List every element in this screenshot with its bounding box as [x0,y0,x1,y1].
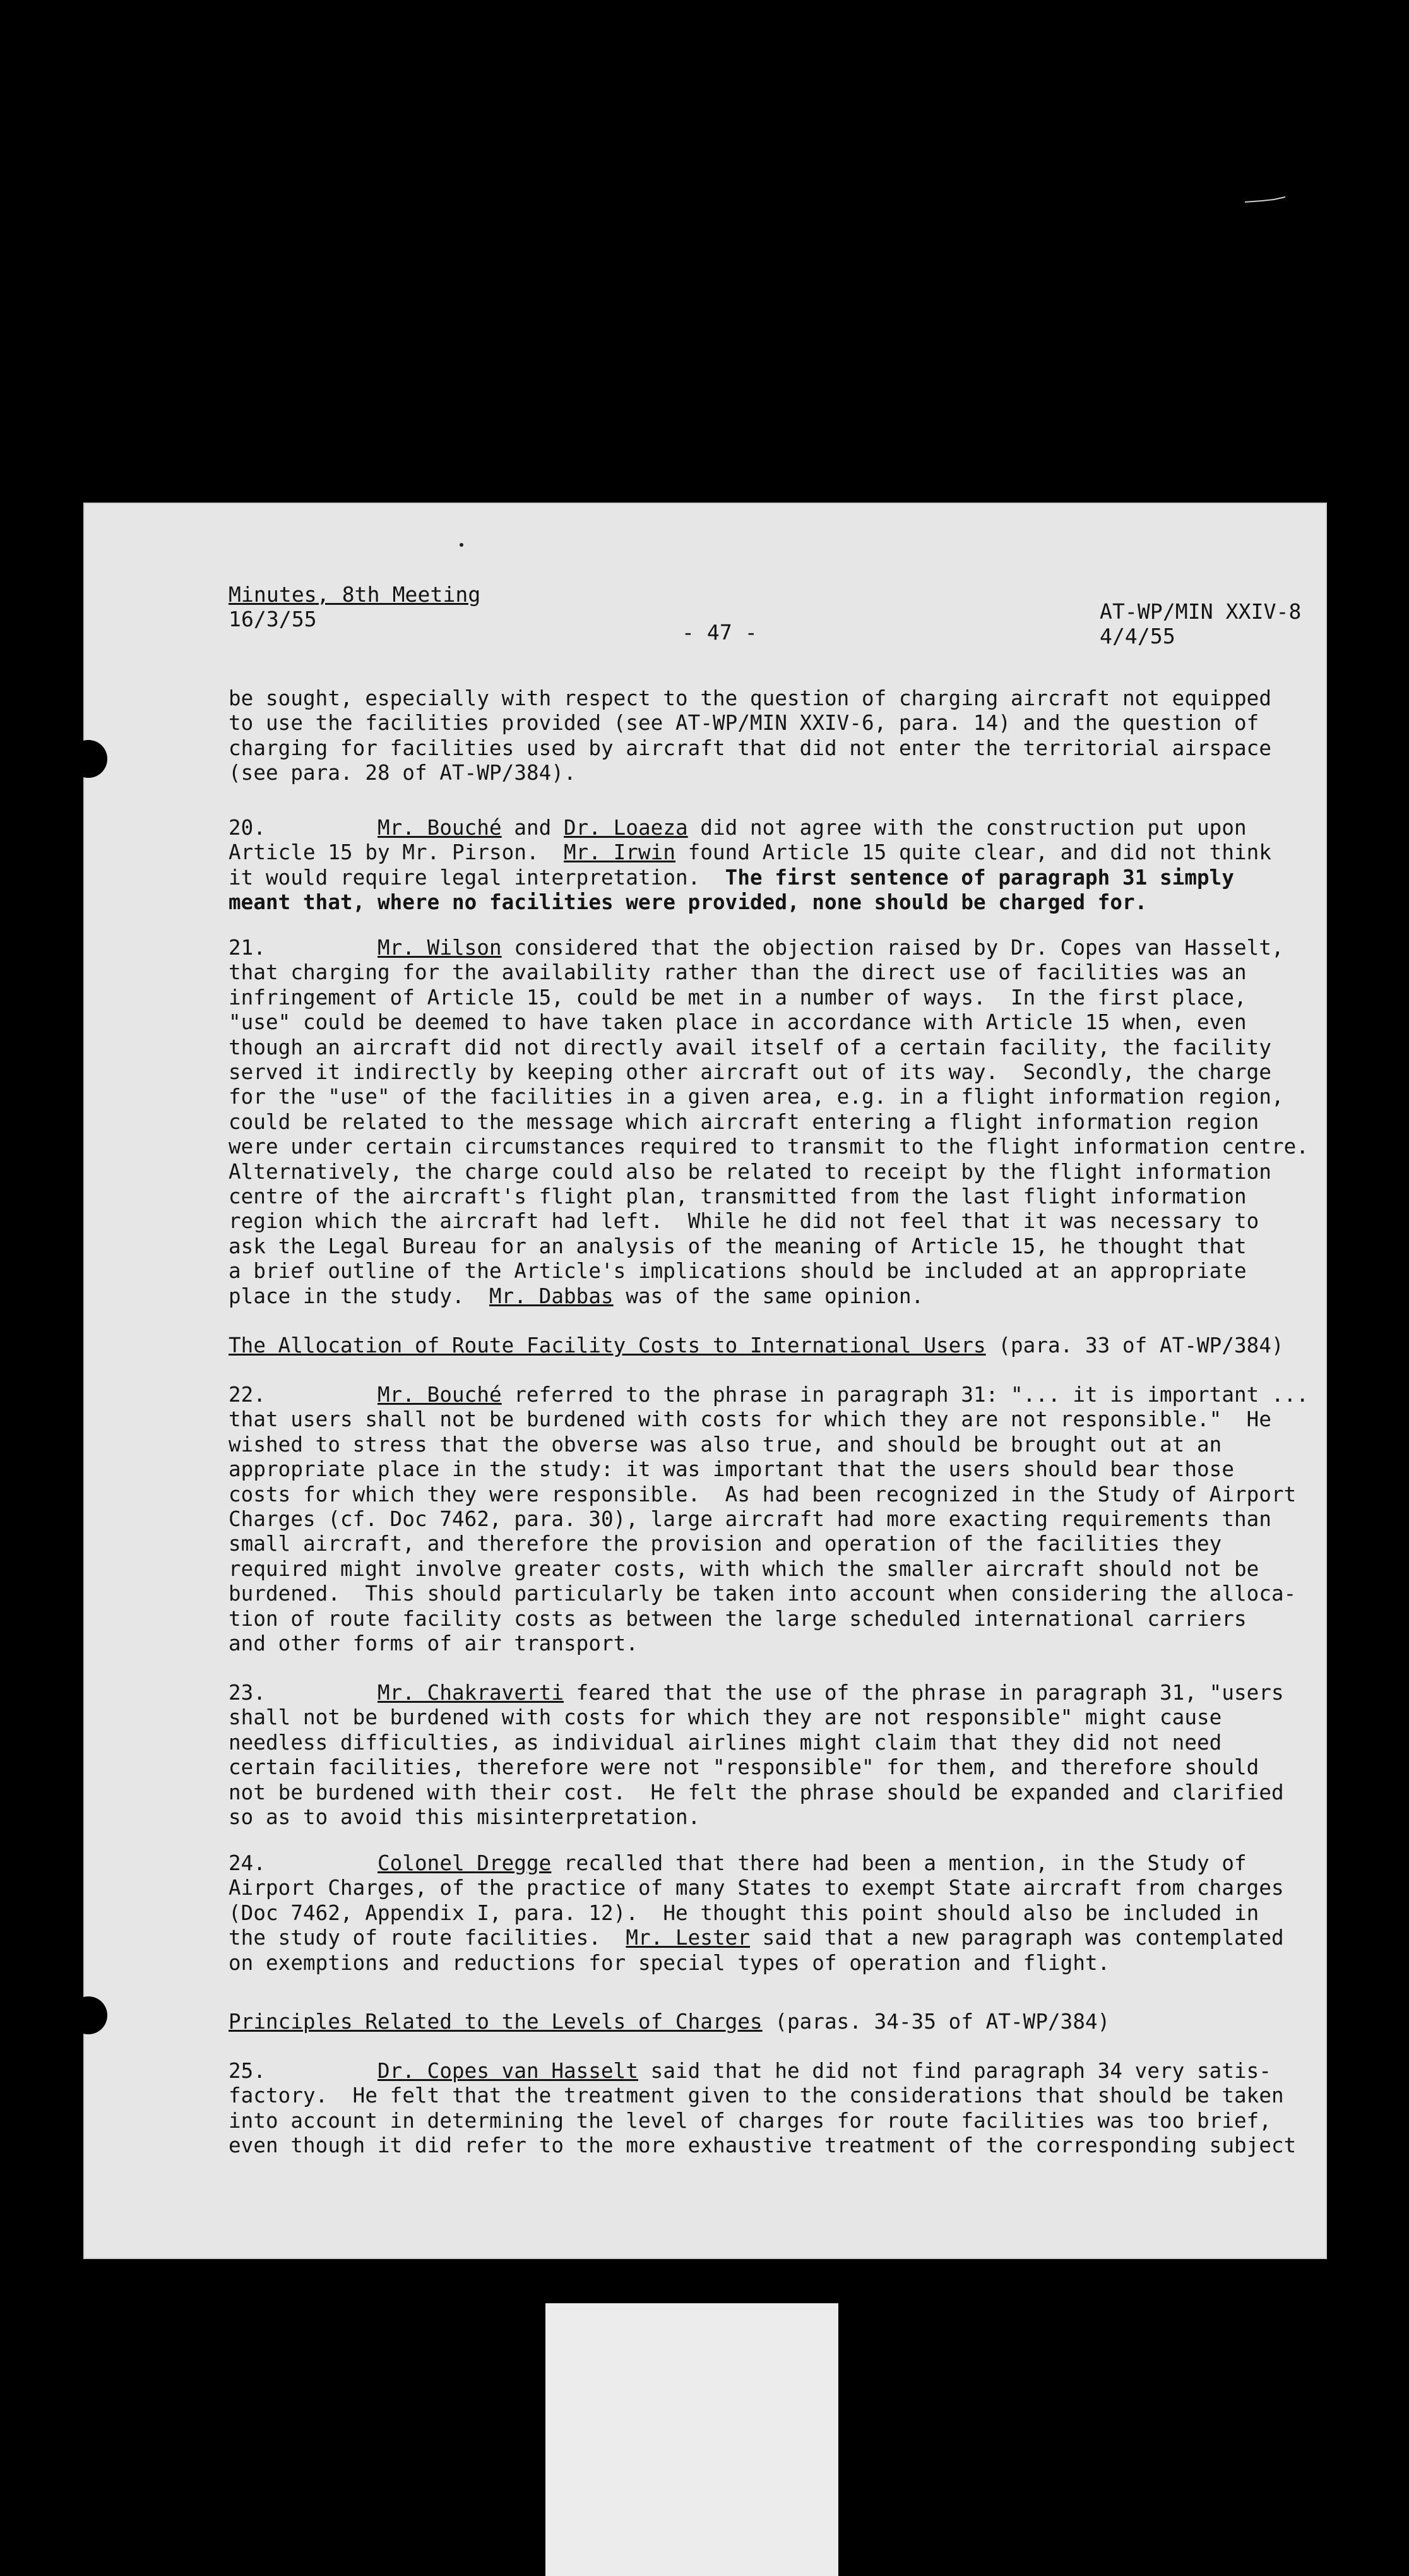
text-line [229,1333,1314,1358]
speaker-name: Mr. Lester [626,1926,751,1950]
text-line: so as to avoid this misinterpretation. [229,1805,701,1830]
text-line: on exemptions and reductions for special types of operation and flight. [229,1950,1110,1975]
document-page [83,503,1327,2259]
speaker-name: Dr. Loaeza [564,816,688,840]
speaker-name: Dr. Copes van Hasselt [378,2059,638,2083]
speaker-name: Mr. Bouché [378,1383,502,1407]
paragraph-20 [229,816,1314,915]
punch-hole-top [69,740,107,778]
speaker-name: Mr. Bouché [378,816,502,840]
text-line: Article 15 by Mr. Pirson. Mr. Irwin found Article 15 quite clear, and did not think [229,840,1271,865]
text-line: into account in determining the level of charges for route facilities was too brief, [229,2108,1271,2133]
text-line: (Doc 7462, Appendix I, para. 12). He thought this point should also be included in [229,1900,1259,1925]
text-line: 24. Colonel Dregge recalled that there had been a mention, in the Study of [229,1851,1247,1875]
text-line: Alternatively, the charge could also be related to receipt by the flight information [229,1159,1271,1184]
paragraph-21 [229,936,1314,1309]
text-line [229,2010,1314,2034]
paragraph-23 [229,1681,1314,1830]
text-line: charging for facilities used by aircraft that did not enter the territorial airspace [229,736,1271,760]
bold-insert: The first sentence of paragraph 31 simply [725,865,1235,890]
text-line: served it indirectly by keeping other aircraft out of its way. Secondly, the charge [229,1060,1271,1085]
document-reference: AT-WP/MIN XXIV-8 [1100,599,1302,624]
scan-artifact-mark [1244,196,1288,205]
text-line: and other forms of air transport. [229,1631,638,1656]
paragraph-number: 25. [229,2059,266,2083]
page-number: - 47 - [682,620,758,645]
text-line: "use" could be deemed to have taken place in accordance with Article 15 when, even [229,1010,1247,1035]
text-line: 25. Dr. Copes van Hasselt said that he did not find paragraph 34 very satis- [229,2059,1271,2083]
text-line: Airport Charges, of the practice of many States to exempt State aircraft from charges [229,1876,1284,1900]
section-title: The Allocation of Route Facility Costs to International Users [229,1333,986,1357]
text-line: a brief outline of the Article's implications should be included at an appropriate [229,1259,1247,1284]
speaker-name: Mr. Chakraverti [378,1681,564,1705]
text-line: for the "use" of the facilities in a given area, e.g. in a flight information region, [229,1085,1284,1109]
ink-dot [460,543,463,547]
text-line: ask the Legal Bureau for an analysis of the meaning of Article 15, he thought that [229,1234,1247,1258]
paragraph-number: 20. [229,816,266,840]
speaker-name: Mr. Irwin [564,840,675,865]
reference-date: 4/4/55 [1100,624,1175,648]
section-heading-allocation [229,1333,1314,1358]
text-line: 22. Mr. Bouché referred to the phrase in paragraph 31: "... it is important ... [229,1383,1309,1407]
text-line: needless difficulties, as individual airlines might claim that they did not need [229,1730,1222,1755]
section-reference: (para. 33 of AT-WP/384) [985,1333,1284,1357]
text-line: 20. Mr. Bouché and Dr. Loaeza did not agree with the construction put upon [229,816,1247,840]
text-line: it would require legal interpretation. The first sentence of paragraph 31 simply [229,865,1235,890]
text-line: (see para. 28 of AT-WP/384). [229,761,576,785]
text-line: centre of the aircraft's flight plan, transmitted from the last flight information [229,1184,1247,1209]
text-line: costs for which they were responsible. As had been recognized in the Study of Airport [229,1482,1297,1506]
speaker-name: Mr. Dabbas [489,1284,614,1308]
text-line: small aircraft, and therefore the provision and operation of the facilities they [229,1532,1222,1556]
text-line: tion of route facility costs as between the large scheduled international carriers [229,1606,1247,1631]
text-line: that users shall not be burdened with costs for which they are not responsible." He [229,1407,1271,1432]
text-line: though an aircraft did not directly avail itself of a certain facility, the facility [229,1035,1271,1059]
text-line: required might involve greater costs, with which the smaller aircraft should not be [229,1556,1259,1581]
punch-hole-bottom [69,1996,107,2034]
text-line: 21. Mr. Wilson considered that the objection raised by Dr. Copes van Hasselt, [229,936,1284,960]
section-reference: (paras. 34-35 of AT-WP/384) [762,2010,1110,2034]
text-line: appropriate place in the study: it was important that the users should bear those [229,1457,1234,1482]
paragraph-number: 21. [229,936,266,960]
paragraph-number: 24. [229,1851,266,1875]
paragraph-continuation [229,686,1314,786]
text-line: 23. Mr. Chakraverti feared that the use of the phrase in paragraph 31, "users [229,1681,1284,1705]
section-title: Principles Related to the Levels of Charges [229,2010,763,2034]
text-line: be sought, especially with respect to the question of charging aircraft not equipped [229,686,1271,710]
text-line: even though it did refer to the more exhaustive treatment of the corresponding subject [229,2133,1297,2158]
speaker-name: Mr. Wilson [378,936,502,960]
paragraph-number: 22. [229,1383,266,1407]
text-line: place in the study. Mr. Dabbas was of the same opinion. [229,1284,924,1308]
text-line: could be related to the message which aircraft entering a flight information region [229,1109,1259,1134]
meeting-date: 16/3/55 [229,607,317,631]
text-line: were under certain circumstances required to transmit to the flight information centre. [229,1135,1309,1159]
text-line: shall not be burdened with costs for which they are not responsible" might cause [229,1705,1222,1730]
text-line: wished to stress that the obverse was also true, and should be brought out at an [229,1432,1222,1457]
speaker-name: Colonel Dregge [378,1851,552,1875]
paragraph-number: 23. [229,1681,266,1705]
blank-target-card [545,2303,838,2576]
paragraph-22 [229,1383,1314,1656]
paragraph-25 [229,2059,1314,2159]
text-line: region which the aircraft had left. While he did not feel that it was necessary to [229,1209,1259,1234]
text-line: factory. He felt that the treatment given to the considerations that should be taken [229,2084,1284,2108]
meeting-title: Minutes, 8th Meeting [229,582,481,607]
text-line: Charges (cf. Doc 7462, para. 30), large aircraft had more exacting requirements than [229,1507,1271,1532]
section-heading-principles [229,2010,1314,2034]
text-line: that charging for the availability rather than the direct use of facilities was an [229,960,1247,985]
text-line: meant that, where no facilities were provided, none should be charged for. [229,890,1148,915]
text-line: to use the facilities provided (see AT-WP/MIN XXIV-6, para. 14) and the question of [229,711,1259,736]
text-line: certain facilities, therefore were not "responsible" for them, and therefore should [229,1755,1259,1780]
text-line: infringement of Article 15, could be met in a number of ways. In the first place, [229,985,1247,1010]
paragraph-24 [229,1851,1314,1976]
text-line: burdened. This should particularly be taken into account when considering the alloca- [229,1582,1297,1606]
text-line: the study of route facilities. Mr. Lester said that a new paragraph was contemplated [229,1926,1284,1950]
text-line: not be burdened with their cost. He felt the phrase should be expanded and clarified [229,1780,1284,1804]
